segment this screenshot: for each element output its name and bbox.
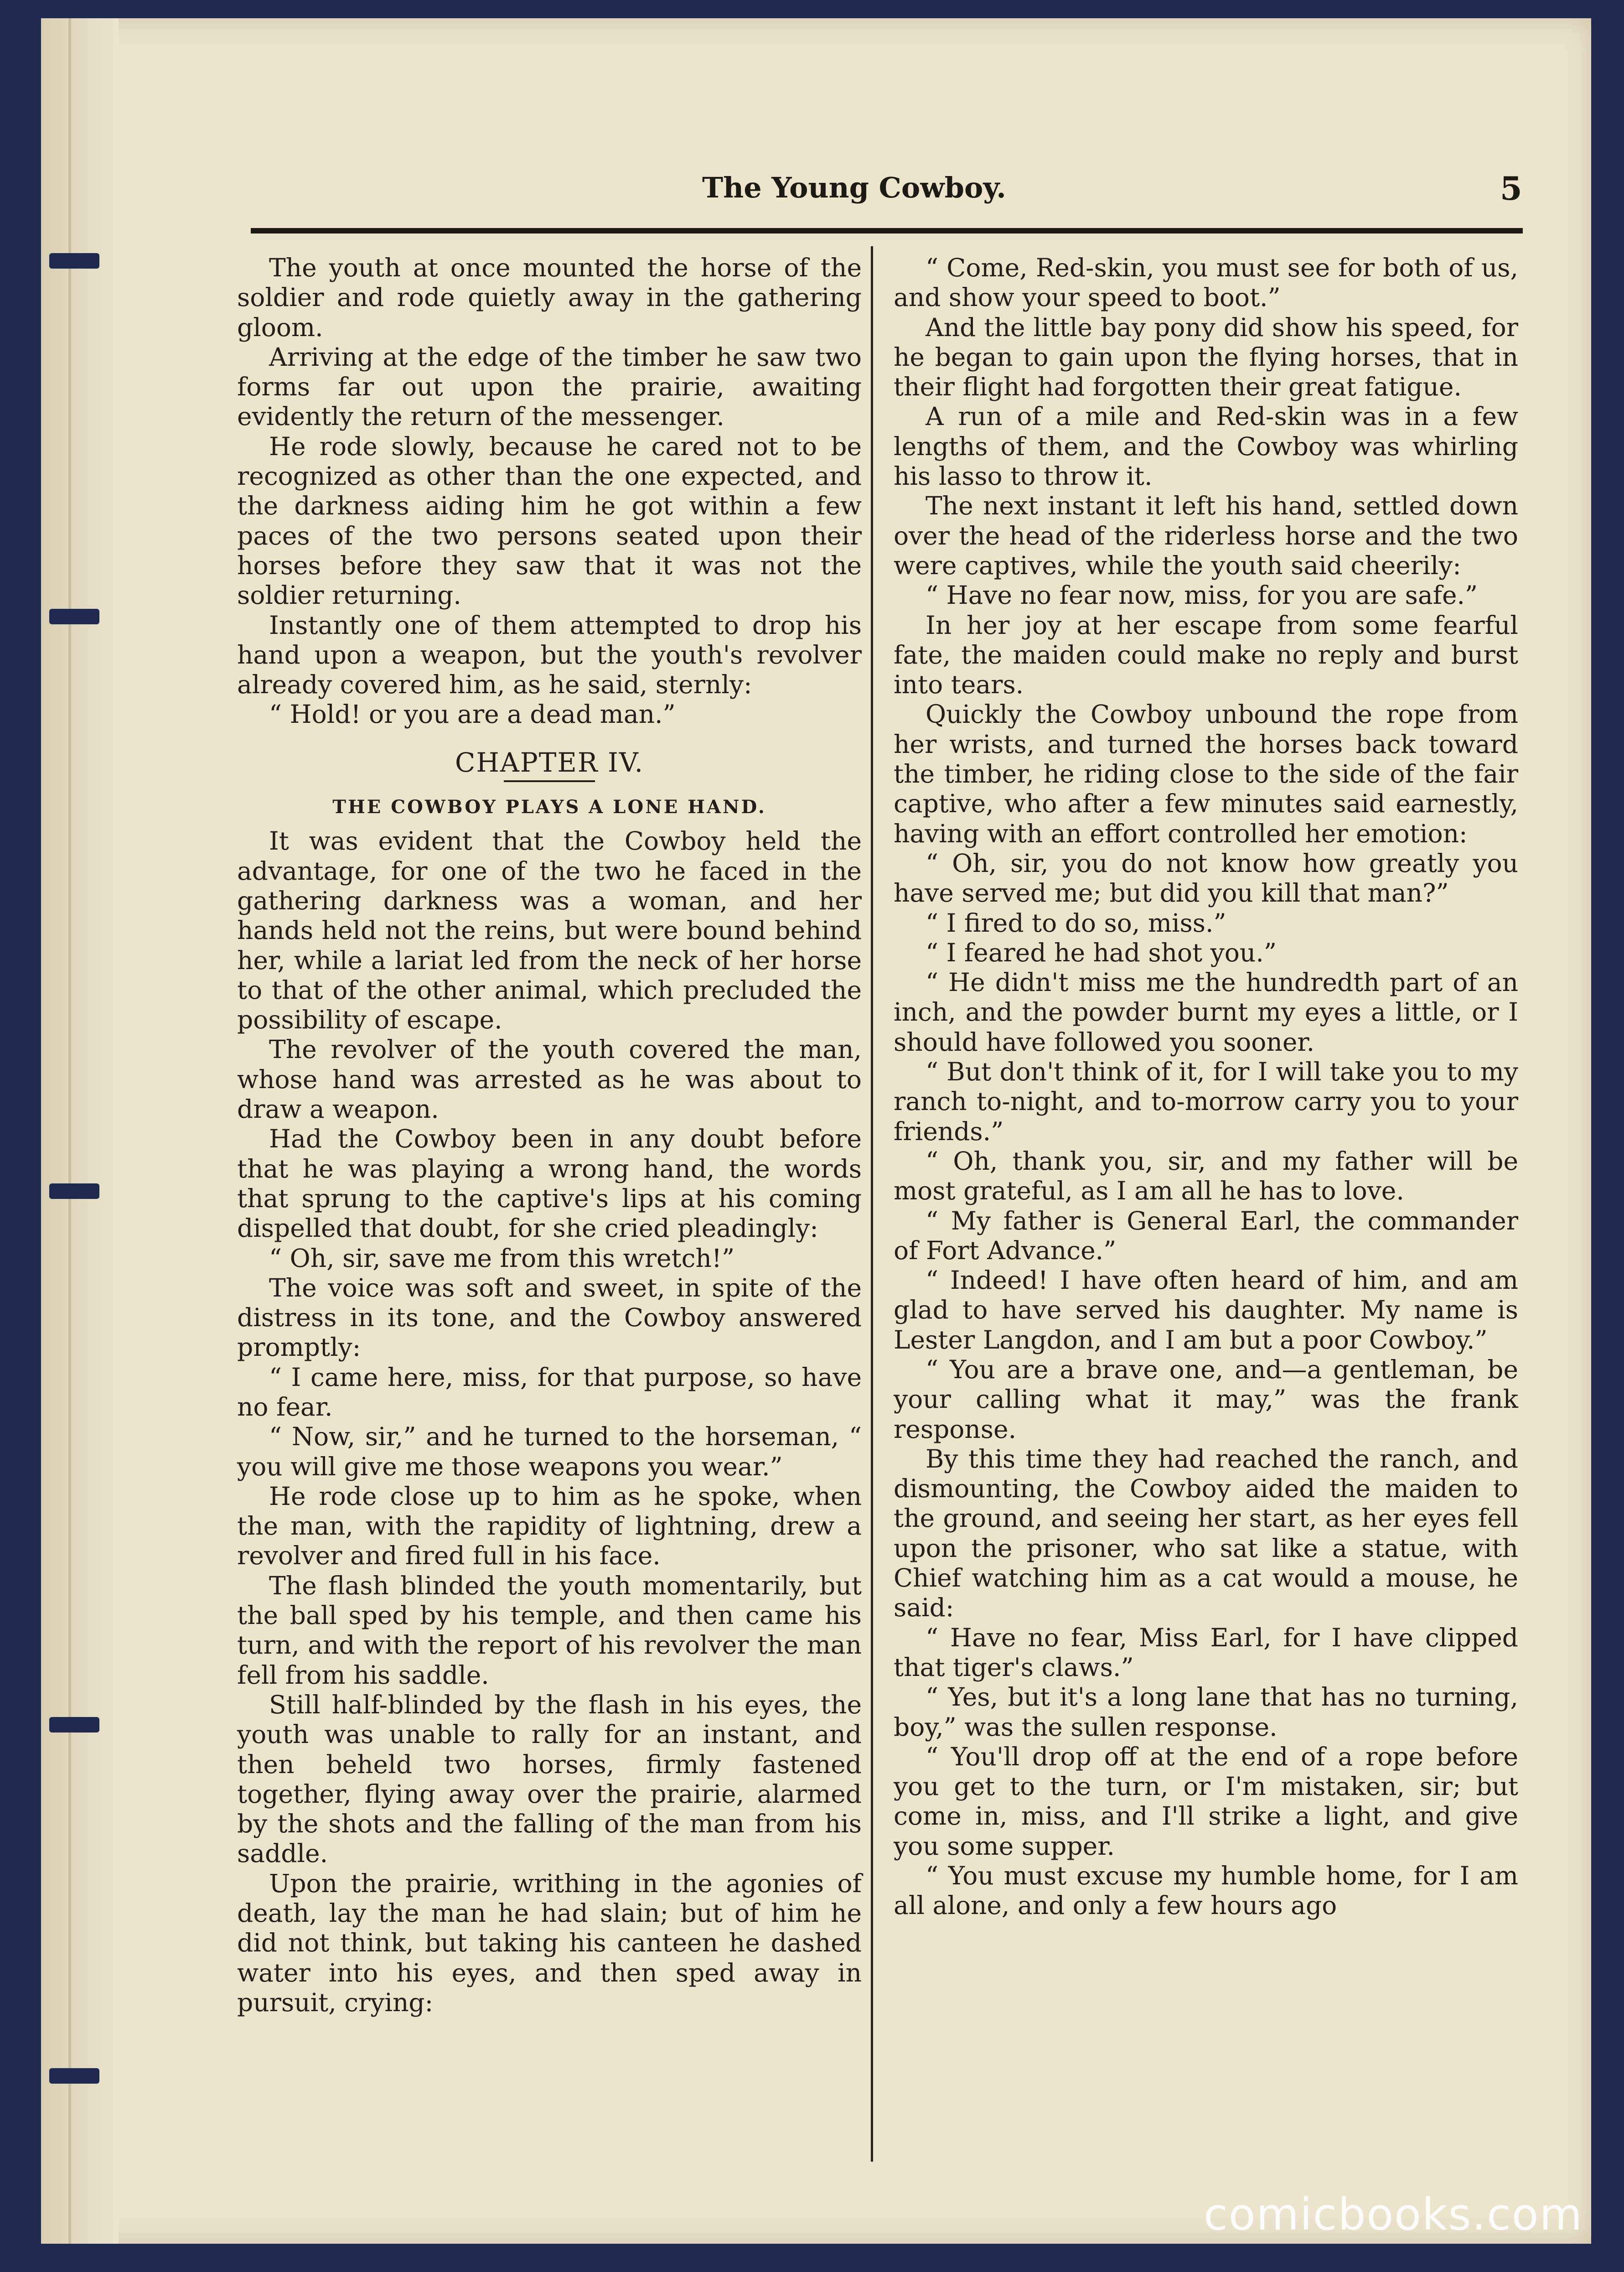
binding-stitch	[49, 253, 99, 269]
paragraph: “ I feared he had shot you.”	[926, 938, 1277, 967]
paragraph: “ He didn't miss me the hundredth part of an inch, and the powder burnt my eyes a little, or I should have followed you sooner.	[894, 968, 1518, 1057]
paragraph: And the little bay pony did show his speed, for he began to gain upon the flying horses, that in their flight had forgotten their great fatigue.	[894, 312, 1518, 402]
paragraph: “ Oh, thank you, sir, and my father will be most grateful, as I am all he has to love.	[894, 1146, 1518, 1206]
paragraph: “ Have no fear, Miss Earl, for I have clipped that tiger's claws.”	[894, 1623, 1518, 1682]
paragraph: He rode slowly, because he cared not to be recognized as other than the one expected, and the darkness aiding him he got within a few paces of the two persons seated upon their horses before they saw that it was not the soldier returning.	[237, 431, 862, 610]
paragraph: In her joy at her escape from some fearful fate, the maiden could make no reply and burst into tears.	[894, 610, 1518, 700]
binding-stitch	[49, 2068, 99, 2084]
paragraph: It was evident that the Cowboy held the advantage, for one of the two he faced in the gathering darkness was a woman, and her hands held not the reins, but were bound behind her, while a lariat led from the neck of her horse to that of the other animal, which precluded the possibility of escape.	[237, 826, 862, 1035]
paragraph: “ Now, sir,” and he turned to the horseman, “ you will give me those weapons you wear.”	[237, 1422, 862, 1481]
paragraph: By this time they had reached the ranch, and dismounting, the Cowboy aided the maiden to the ground, and seeing her start, as her eyes fell upon the prisoner, who sat like a statue, with Chief watching him as a cat would a mouse, he said:	[894, 1444, 1518, 1623]
chapter-rule	[504, 780, 595, 782]
paragraph: He rode close up to him as he spoke, when the man, with the rapidity of lightning, drew a revolver and fired full in his face.	[237, 1481, 862, 1571]
binding-stitch	[49, 609, 99, 624]
header-rule	[251, 228, 1523, 233]
paragraph: A run of a mile and Red-skin was in a few lengths of them, and the Cowboy was whirling his lasso to throw it.	[894, 402, 1518, 491]
paragraph: The revolver of the youth covered the man, whose hand was arrested as he was about to draw a weapon.	[237, 1035, 862, 1124]
paragraph: Upon the prairie, writhing in the agonies of death, lay the man he had slain; but of him he did not think, but taking his canteen he dashed water into his eyes, and then sped away in pursuit, crying:	[237, 1868, 862, 2017]
paragraph: Instantly one of them attempted to drop his hand upon a weapon, but the youth's revolver already covered him, as he said, sternly:	[237, 610, 862, 700]
running-head: The Young Cowboy.	[702, 171, 1006, 204]
right-column	[894, 253, 1518, 1921]
chapter-title: CHAPTER IV.	[455, 747, 644, 778]
page-number: 5	[1500, 170, 1522, 207]
paragraph: “ You'll drop off at the end of a rope before you get to the turn, or I'm mistaken, sir; but come in, miss, and I'll strike a light, and give you some supper.	[894, 1742, 1518, 1861]
paragraph: “ My father is General Earl, the commander of Fort Advance.”	[894, 1206, 1518, 1265]
paragraph: Arriving at the edge of the timber he saw two forms far out upon the prairie, awaiting evidently the return of the messenger.	[237, 342, 862, 431]
paragraph: “ Yes, but it's a long lane that has no turning, boy,” was the sullen response.	[894, 1682, 1518, 1742]
column-divider	[871, 246, 873, 2162]
site-watermark: comicbooks.com	[1203, 2189, 1583, 2240]
paragraph: “ Oh, sir, you do not know how greatly you have served me; but did you kill that man?”	[894, 848, 1518, 908]
paragraph: The voice was soft and sweet, in spite of the distress in its tone, and the Cowboy answered promptly:	[237, 1273, 862, 1362]
binding-crease	[68, 18, 71, 2244]
paragraph: “ Have no fear now, miss, for you are safe.”	[926, 581, 1478, 610]
binding-stitch	[49, 1717, 99, 1733]
paragraph: “ I fired to do so, miss.”	[926, 908, 1226, 938]
paragraph: “ You must excuse my humble home, for I am all alone, and only a few hours ago	[894, 1861, 1518, 1920]
chapter-subtitle: THE COWBOY PLAYS A LONE HAND.	[332, 796, 766, 818]
paragraph: “ But don't think of it, for I will take you to my ranch to-night, and to-morrow carry you to your friends.”	[894, 1057, 1518, 1146]
paragraph: “ Indeed! I have often heard of him, and am glad to have served his daughter. My name is Lester Langdon, and I am but a poor Cowboy.”	[894, 1266, 1518, 1354]
paragraph: The next instant it left his hand, settled down over the head of the riderless horse and the two were captives, while the youth said cheerily:	[894, 491, 1518, 580]
paragraph: Quickly the Cowboy unbound the rope from her wrists, and turned the horses back toward the timber, he riding close to the side of the fair captive, who after a few minutes said earnestly, having with an effort controlled her emotion:	[894, 700, 1518, 848]
paragraph: “ Come, Red-skin, you must see for both of us, and show your speed to boot.”	[894, 253, 1518, 312]
paragraph: The youth at once mounted the horse of the soldier and rode quietly away in the gathering gloom.	[237, 253, 862, 342]
page-gutter	[41, 18, 119, 2244]
paragraph: “ Hold! or you are a dead man.”	[269, 700, 676, 729]
paragraph: The flash blinded the youth momentarily, but the ball sped by his temple, and then came his turn, and with the report of his revolver the man fell from his saddle.	[237, 1571, 862, 1690]
binding-stitch	[49, 1183, 99, 1199]
paragraph: “ I came here, miss, for that purpose, so have no fear.	[237, 1362, 862, 1421]
paragraph: Still half-blinded by the flash in his eyes, the youth was unable to rally for an instant, and then beheld two horses, firmly fastened together, flying away over the prairie, alarmed by the shots and the falling of the man from his saddle.	[237, 1690, 862, 1868]
paragraph: “ You are a brave one, and—a gentleman, be your calling what it may,” was the frank response.	[894, 1354, 1518, 1444]
left-column	[237, 253, 862, 2018]
paragraph: Had the Cowboy been in any doubt before that he was playing a wrong hand, the words that sprung to the captive's lips at his coming dispelled that doubt, for she cried pleadingly:	[237, 1124, 862, 1243]
paragraph: “ Oh, sir, save me from this wretch!”	[269, 1243, 735, 1273]
